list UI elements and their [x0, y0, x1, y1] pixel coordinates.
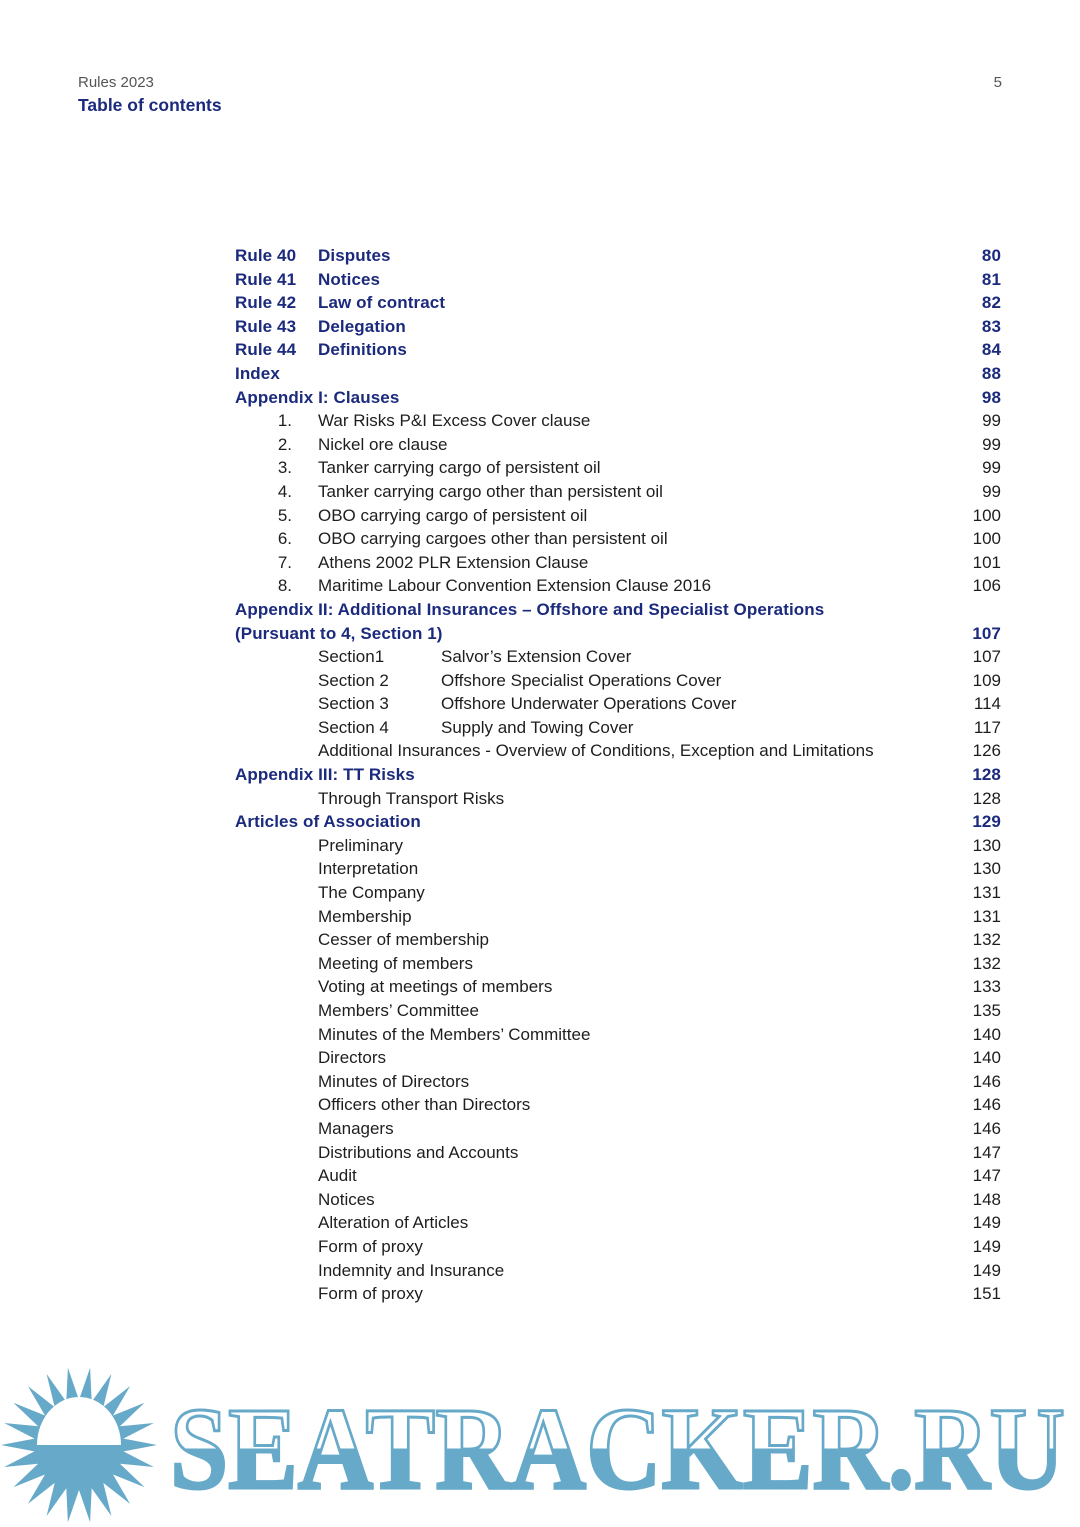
page-reference: 140	[972, 1048, 1001, 1068]
toc-entry[interactable]	[0, 362, 1080, 386]
toc-entry[interactable]	[0, 315, 1080, 339]
entry-title: Form of proxy	[318, 1236, 423, 1256]
page-reference: 106	[972, 576, 1001, 596]
entry-title: Form of proxy	[318, 1284, 423, 1304]
toc-entry[interactable]	[0, 857, 1080, 881]
toc-entry[interactable]	[0, 1023, 1080, 1047]
toc-entry[interactable]	[0, 1188, 1080, 1212]
entry-title: Articles of Association	[235, 812, 421, 832]
page-reference: 99	[982, 411, 1001, 431]
page-reference: 83	[981, 316, 1001, 336]
entry-title: Audit	[318, 1166, 357, 1186]
clause-number: 6.	[277, 529, 292, 549]
page-reference: 128	[972, 765, 1001, 785]
toc-entry[interactable]	[0, 1141, 1080, 1165]
page-reference: 146	[972, 1095, 1001, 1115]
entry-title: Appendix II: Additional Insurances – Offshore and Specialist Operations	[235, 599, 825, 619]
entry-title: Meeting of members	[318, 953, 473, 973]
page-reference: 146	[972, 1118, 1001, 1138]
page-reference: 147	[972, 1166, 1001, 1186]
page-reference: 140	[972, 1024, 1001, 1044]
toc-entry[interactable]	[0, 716, 1080, 740]
toc-entry[interactable]	[0, 1211, 1080, 1235]
page-reference: 114	[973, 694, 1001, 714]
page-reference: 130	[972, 835, 1001, 855]
entry-title: Index	[235, 363, 280, 383]
clause-number: 4.	[277, 481, 292, 501]
entry-title: Athens 2002 PLR Extension Clause	[318, 552, 589, 572]
entry-title: Offshore Specialist Operations Cover	[441, 670, 722, 690]
entry-title: Directors	[318, 1048, 387, 1068]
section-label: Section 4	[318, 717, 389, 737]
entry-title: Officers other than Directors	[318, 1095, 531, 1115]
page-reference: 149	[972, 1213, 1001, 1233]
page-reference: 133	[972, 977, 1001, 997]
toc-entry[interactable]	[0, 1046, 1080, 1070]
page-number: 5	[993, 74, 1002, 91]
entry-title: OBO carrying cargo of persistent oil	[318, 505, 588, 525]
page-reference: 100	[972, 505, 1001, 525]
page-reference: 99	[982, 434, 1001, 454]
toc-entry[interactable]	[0, 527, 1080, 551]
page-reference: 88	[981, 363, 1001, 383]
toc-entry[interactable]	[0, 551, 1080, 575]
entry-title: War Risks P&I Excess Cover clause	[318, 411, 591, 431]
entry-title: Notices	[318, 1189, 375, 1209]
page-reference: 107	[972, 647, 1001, 667]
entry-title: Interpretation	[318, 859, 419, 879]
entry-title: Offshore Underwater Operations Cover	[441, 694, 737, 714]
toc-entry[interactable]	[0, 1093, 1080, 1117]
page-reference: 146	[972, 1071, 1001, 1091]
page-reference: 80	[981, 246, 1001, 265]
toc-entry[interactable]	[0, 810, 1080, 834]
rule-number: Rule 44	[235, 340, 297, 360]
toc-entry[interactable]	[0, 905, 1080, 929]
toc-entry[interactable]	[0, 975, 1080, 999]
entry-title: OBO carrying cargoes other than persistent oil	[318, 529, 668, 549]
entry-title: Appendix III: TT Risks	[235, 765, 415, 785]
page-title: Table of contents	[78, 95, 222, 115]
page-reference: 81	[981, 269, 1001, 289]
toc-entry[interactable]	[0, 622, 1080, 646]
page-reference: 84	[981, 340, 1001, 360]
toc-entry[interactable]	[0, 928, 1080, 952]
rule-number: Rule 40	[235, 246, 297, 265]
section-label: Section 3	[318, 694, 389, 714]
page-reference: 151	[972, 1284, 1001, 1304]
toc-entry[interactable]	[0, 1259, 1080, 1283]
entry-title: Definitions	[318, 340, 407, 360]
watermark-text: SEATRACKER.RU	[170, 1383, 1065, 1514]
page-reference: 109	[972, 670, 1001, 690]
entry-title: Alteration of Articles	[318, 1213, 469, 1233]
entry-title: Voting at meetings of members	[318, 977, 553, 997]
toc-entry[interactable]	[0, 574, 1080, 598]
entry-title: Preliminary	[318, 835, 404, 855]
clause-number: 5.	[277, 505, 292, 525]
entry-title: Additional Insurances - Overview of Conditions, Exception and Limitations	[318, 741, 874, 761]
toc-entry[interactable]	[0, 999, 1080, 1023]
entry-title: The Company	[318, 883, 425, 903]
watermark-logo	[0, 1368, 1080, 1527]
entry-title: Membership	[318, 906, 412, 926]
toc-entry[interactable]	[0, 268, 1080, 292]
page-reference: 98	[981, 387, 1001, 407]
page-reference: 101	[972, 552, 1001, 572]
clause-number: 8.	[277, 576, 292, 596]
toc-entry[interactable]	[0, 834, 1080, 858]
toc-entry[interactable]	[0, 291, 1080, 315]
entry-title: Law of contract	[318, 293, 446, 313]
entry-title: Disputes	[318, 246, 391, 265]
toc-entry[interactable]	[0, 1164, 1080, 1188]
clause-number: 7.	[277, 552, 292, 572]
page-reference: 82	[981, 293, 1001, 313]
page-reference: 99	[982, 458, 1001, 478]
toc-entry[interactable]	[0, 739, 1080, 763]
toc-entry[interactable]	[0, 409, 1080, 433]
entry-title: Distributions and Accounts	[318, 1142, 519, 1162]
entry-title: Through Transport Risks	[318, 788, 505, 808]
toc-entry[interactable]	[0, 763, 1080, 787]
section-label: Section1	[318, 647, 385, 667]
page-reference: 147	[972, 1142, 1001, 1162]
entry-title: Managers	[318, 1118, 394, 1138]
entry-title: (Pursuant to 4, Section 1)	[235, 623, 443, 643]
toc-entry[interactable]	[0, 669, 1080, 693]
page-reference: 135	[972, 1001, 1001, 1020]
toc-entry[interactable]	[0, 480, 1080, 504]
entry-title: Salvor’s Extension Cover	[441, 647, 632, 667]
sun-icon	[1, 1368, 157, 1522]
toc-entry[interactable]	[0, 504, 1080, 528]
page-reference: 149	[972, 1260, 1001, 1280]
toc-entry[interactable]	[0, 244, 1080, 268]
toc-entry[interactable]	[0, 1282, 1080, 1306]
toc-entry[interactable]	[0, 1070, 1080, 1094]
page-reference: 132	[972, 930, 1001, 950]
rule-number: Rule 42	[235, 293, 297, 313]
toc-entry[interactable]	[0, 881, 1080, 905]
document-name: Rules 2023	[78, 74, 154, 91]
toc-entry[interactable]	[0, 692, 1080, 716]
rule-number: Rule 43	[235, 316, 297, 336]
page-reference: 131	[972, 883, 1001, 903]
section-label: Section 2	[318, 670, 389, 690]
entry-title: Cesser of membership	[318, 930, 490, 950]
clause-number: 2.	[277, 434, 292, 454]
entry-title: Tanker carrying cargo other than persistent oil	[318, 481, 663, 501]
page-reference: 129	[972, 812, 1001, 832]
entry-title: Tanker carrying cargo of persistent oil	[318, 458, 601, 478]
toc-entry[interactable]	[0, 1235, 1080, 1259]
toc-entry[interactable]	[0, 386, 1080, 410]
toc-entry[interactable]	[0, 952, 1080, 976]
page-reference: 131	[972, 906, 1001, 926]
entry-title: Maritime Labour Convention Extension Clause 2016	[318, 576, 712, 596]
page-reference: 99	[982, 481, 1001, 501]
entry-title: Notices	[318, 269, 381, 289]
page-reference: 126	[972, 741, 1001, 761]
toc-entry[interactable]	[0, 338, 1080, 362]
entry-title: Minutes of the Members’ Committee	[318, 1024, 591, 1044]
entry-title: Minutes of Directors	[318, 1071, 470, 1091]
rule-number: Rule 41	[235, 269, 297, 289]
page-reference: 130	[972, 859, 1001, 879]
toc-entry[interactable]	[0, 645, 1080, 669]
entry-title: Indemnity and Insurance	[318, 1260, 505, 1280]
toc-entry[interactable]	[0, 598, 1080, 622]
toc-entry[interactable]	[0, 433, 1080, 457]
page-reference: 100	[972, 529, 1001, 549]
toc-entry[interactable]	[0, 456, 1080, 480]
page-reference: 149	[972, 1236, 1001, 1256]
page-reference: 128	[972, 788, 1001, 808]
toc-entry[interactable]	[0, 787, 1080, 811]
table-of-contents	[0, 244, 1080, 1306]
entry-title: Members’ Committee	[318, 1001, 479, 1020]
page-reference: 107	[972, 623, 1001, 643]
page-reference: 117	[973, 717, 1001, 737]
toc-entry[interactable]	[0, 1117, 1080, 1141]
clause-number: 1.	[277, 411, 292, 431]
entry-title: Supply and Towing Cover	[441, 717, 634, 737]
entry-title: Delegation	[318, 316, 406, 336]
page-reference: 148	[972, 1189, 1001, 1209]
entry-title: Nickel ore clause	[318, 434, 448, 454]
entry-title: Appendix I: Clauses	[235, 387, 400, 407]
clause-number: 3.	[277, 458, 292, 478]
page-reference: 132	[972, 953, 1001, 973]
